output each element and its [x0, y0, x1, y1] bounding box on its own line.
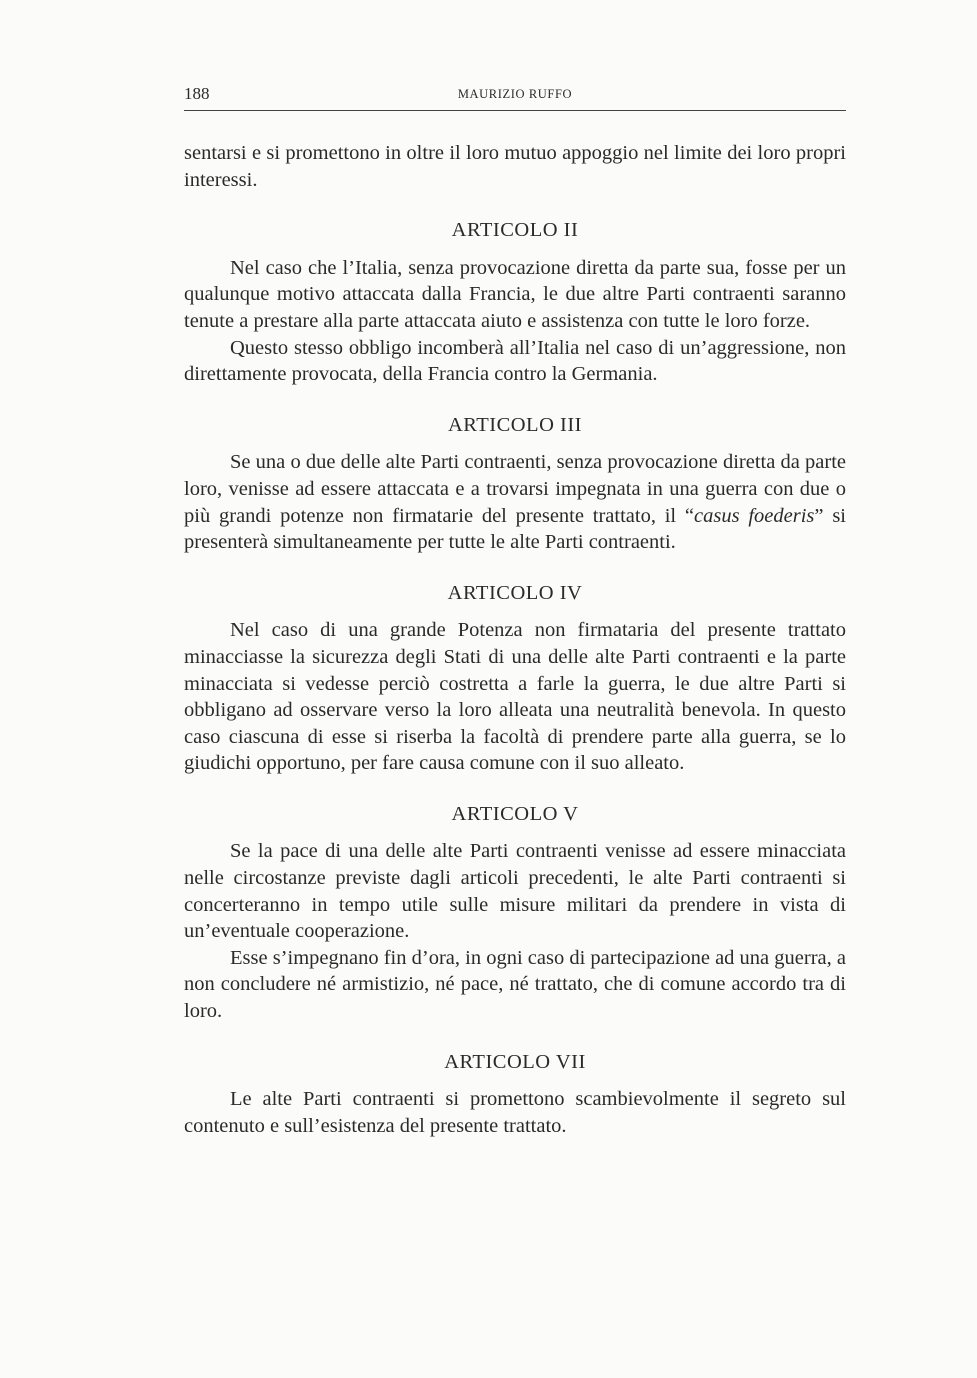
article-3-title: ARTICOLO III — [447, 413, 582, 436]
article-7-paragraph-1: Le alte Parti contraenti si promettono scambievolmente il segreto sul contenuto e sull’esistenza del presente trattato. — [184, 1088, 846, 1137]
page-header — [184, 84, 846, 111]
article-4-paragraph-1: Nel caso di una grande Potenza non firmataria del presente trattato minacciasse la sicurezza degli Stati di una delle alte Parti contraenti e la parte minacciata si vedesse perciò costretta a farle la guerra, le due altre Parti si obbligano ad osservare verso la loro alleata una neutralità benevola. In questo caso ciascuna di esse si riserba la facoltà di prendere parte alla guerra, se lo giudichi opportuno, per fare causa comune con il suo alleato. — [184, 619, 846, 775]
article-7-title: ARTICOLO VII — [444, 1050, 586, 1073]
running-head: MAURIZIO RUFFO — [457, 87, 573, 101]
article-3-text-after: ” si presenterà simultaneamente per tutte le alte Parti contraenti. — [184, 504, 846, 554]
page-number: 188 — [184, 84, 210, 103]
article-2-paragraph-2: Questo stesso obbligo incomberà all’Italia nel caso di un’aggressione, non direttamente provocata, della Francia contro la Germania. — [184, 336, 846, 386]
article-2-paragraph-1: Nel caso che l’Italia, senza provocazione diretta da parte sua, fosse per un qualunque motivo attaccata dalla Francia, le due altre Parti contraenti saranno tenute a prestare alla parte attaccata aiuto e assistenza con tutte le loro forze. — [184, 256, 846, 332]
article-3-text-before: Se una o due delle alte Parti contraenti, senza provocazione diretta da parte loro, venisse ad essere attaccata e a trovarsi impegnata in una guerra con due o più grandi potenze non firmatarie del presente trattato, il “ — [184, 451, 846, 527]
article-3-paragraph-1 — [184, 449, 846, 555]
article-5-title: ARTICOLO V — [451, 802, 579, 825]
article-4-title: ARTICOLO IV — [447, 581, 583, 604]
article-5-paragraph-1: Se la pace di una delle alte Parti contraenti venisse ad essere minacciata nelle circostanze previste dagli articoli precedenti, le alte Parti contraenti si concerteranno in tempo utile sulle misure militari da prendere in vista di un’eventuale cooperazione. — [184, 840, 846, 943]
article-2-title: ARTICOLO II — [451, 219, 579, 242]
continuation-paragraph: sentarsi e si promettono in oltre il loro mutuo appoggio nel limite dei loro propri interessi. — [184, 142, 846, 191]
casus-foederis-italic: casus foederis — [694, 504, 815, 527]
article-5-paragraph-2: Esse s’impegnano fin d’ora, in ogni caso di partecipazione ad una guerra, a non concludere né armistizio, né pace, né trattato, che di comune accordo tra di loro. — [184, 946, 846, 1023]
page-body — [184, 140, 846, 1139]
